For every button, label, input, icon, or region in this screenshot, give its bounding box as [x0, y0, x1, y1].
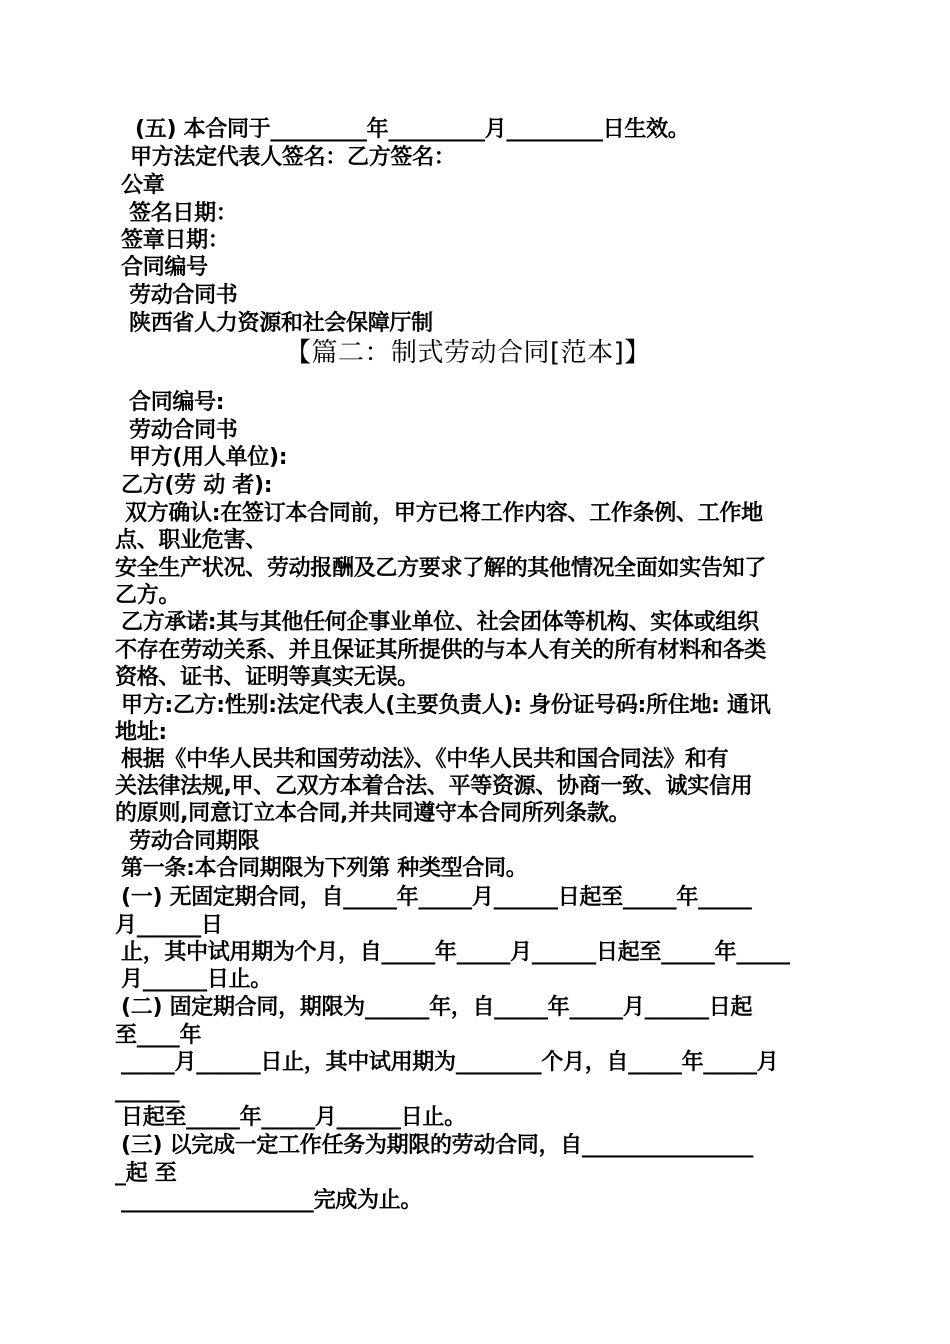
party-a-label: 甲方(用人单位):	[129, 445, 288, 470]
type-one-line-2: 月______日	[115, 913, 223, 938]
article-one: 第一条:本合同期限为下列第 种类型合同。	[121, 856, 528, 881]
type-one-line-3: 止，其中试用期为个月，自_____年_____月______日起至_____年_____	[121, 940, 790, 965]
type-two-line-3: _____月______日止，其中试用期为________个月，自_____年_____月	[121, 1050, 779, 1075]
type-three-line-2: _起 至	[115, 1161, 177, 1186]
commitment-line-3: 资格、证书、证明等真实无误。	[115, 665, 419, 690]
type-two-line-4: ______	[115, 1078, 180, 1103]
signature-line: 甲方法定代表人签名：乙方签名：	[130, 145, 456, 170]
confirmation-line-2: 点、职业危害、	[115, 528, 267, 553]
basis-line-2: 关法律法规,甲、乙双方本着合法、平等资源、协商一致、诚实信用	[115, 774, 753, 799]
type-three-line-3: __________________完成为止。	[121, 1188, 423, 1213]
contract-title-2: 劳动合同书	[129, 418, 238, 443]
type-two-line-5: 日起至_____年_____月______日止。	[121, 1105, 466, 1130]
type-one-line-4: 月______日止。	[121, 967, 273, 992]
type-two-line-2: 至____年	[115, 1023, 202, 1048]
type-one-line-1: (一) 无固定期合同，自_____年_____月______日起至_____年_____	[121, 885, 752, 910]
effective-date-clause: (五) 本合同于_________年_________月_________日生效。	[135, 117, 690, 142]
basis-line-1: 根据《中华人民共和国劳动法》、《中华人民共和国合同法》和有	[121, 747, 729, 772]
sign-date-label: 签名日期：	[129, 201, 238, 226]
party-b-label: 乙方(劳 动 者):	[121, 473, 273, 498]
type-three-line-1: (三) 以完成一定工作任务为期限的劳动合同，自________________	[121, 1133, 754, 1158]
party-info-line-1: 甲方:乙方:性别:法定代表人(主要负责人): 身份证号码:所住地: 通讯	[121, 693, 771, 718]
confirmation-line-3: 安全生产状况、劳动报酬及乙方要求了解的其他情况全面如实告知了	[115, 556, 767, 581]
seal-date-label: 签章日期：	[121, 228, 230, 253]
type-two-line-1: (二) 固定期合同，期限为______年，自_____年_____月______日起	[121, 995, 753, 1020]
party-info-line-2: 地址:	[115, 720, 167, 745]
term-heading: 劳动合同期限	[129, 829, 260, 854]
seal-label: 公章	[121, 173, 165, 198]
contract-title: 劳动合同书	[129, 283, 238, 308]
section-heading: 【篇二：制式劳动合同[范本]】	[285, 338, 651, 368]
commitment-line-1: 乙方承诺:其与其他任何企事业单位、社会团体等机构、实体或组织	[121, 610, 759, 635]
basis-line-3: 的原则,同意订立本合同,并共同遵守本合同所列条款。	[115, 801, 631, 826]
commitment-line-2: 不存在劳动关系、并且保证其所提供的与本人有关的所有材料和各类	[115, 638, 767, 663]
contract-number-label-2: 合同编号:	[129, 390, 225, 415]
issuer-line: 陕西省人力资源和社会保障厅制	[129, 311, 433, 336]
confirmation-line-4: 乙方。	[115, 583, 181, 608]
confirmation-line-1: 双方确认:在签订本合同前，甲方已将工作内容、工作条例、工作地	[125, 501, 763, 526]
contract-number-label: 合同编号	[121, 255, 208, 280]
